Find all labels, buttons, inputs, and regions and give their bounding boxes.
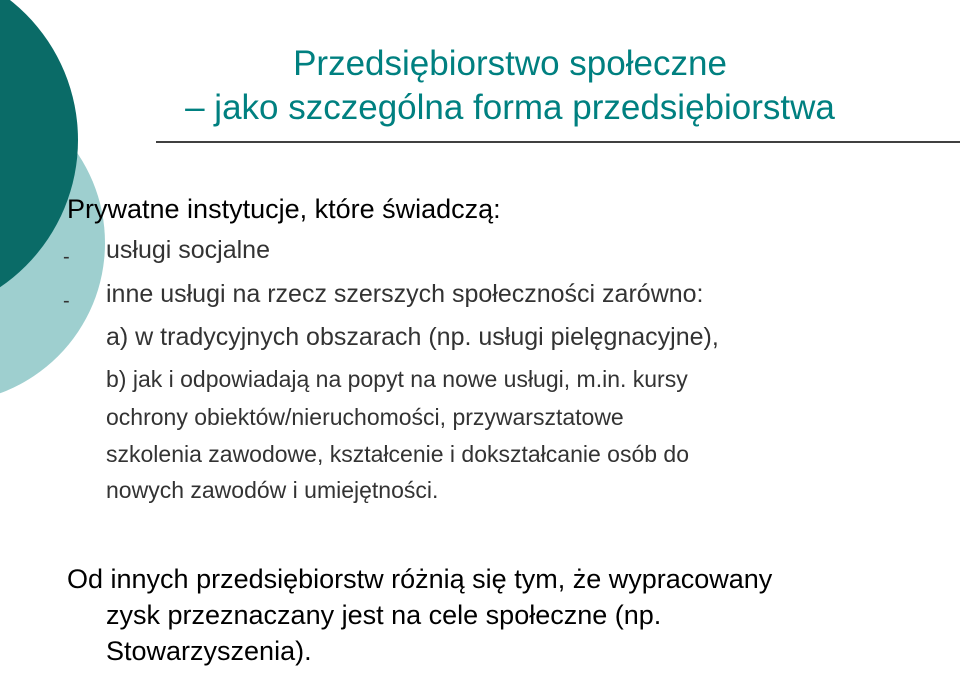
intro-text: Prywatne instytucje, które świadczą:: [67, 194, 501, 224]
closing-text-line: Od innych przedsiębiorstw różnią się tym, że wypracowany: [67, 564, 773, 594]
bullet-marker: -: [63, 290, 70, 312]
title-line-2: – jako szczególna forma przedsiębiorstwa: [185, 88, 835, 127]
bullet-marker: -: [63, 246, 70, 268]
sub-item-b-line: ochrony obiektów/nieruchomości, przywarsztatowe: [106, 404, 624, 430]
sub-item-b-line: szkolenia zawodowe, kształcenie i dokształcanie osób do: [106, 441, 689, 467]
sub-item-b-line: b) jak i odpowiadają na popyt na nowe usługi, m.in. kursy: [106, 366, 688, 392]
sub-item-b-line: nowych zawodów i umiejętności.: [106, 477, 439, 503]
closing-text-line: Stowarzyszenia).: [106, 636, 312, 666]
title-line-1: Przedsiębiorstwo społeczne: [293, 44, 727, 83]
sub-item-a: a) w tradycyjnych obszarach (np. usługi pielęgnacyjne),: [106, 323, 719, 351]
closing-text-line: zysk przeznaczany jest na cele społeczne (np.: [106, 600, 662, 630]
bullet-item: inne usługi na rzecz szerszych społeczności zarówno:: [106, 280, 704, 308]
bullet-item: usługi socjalne: [106, 236, 270, 264]
